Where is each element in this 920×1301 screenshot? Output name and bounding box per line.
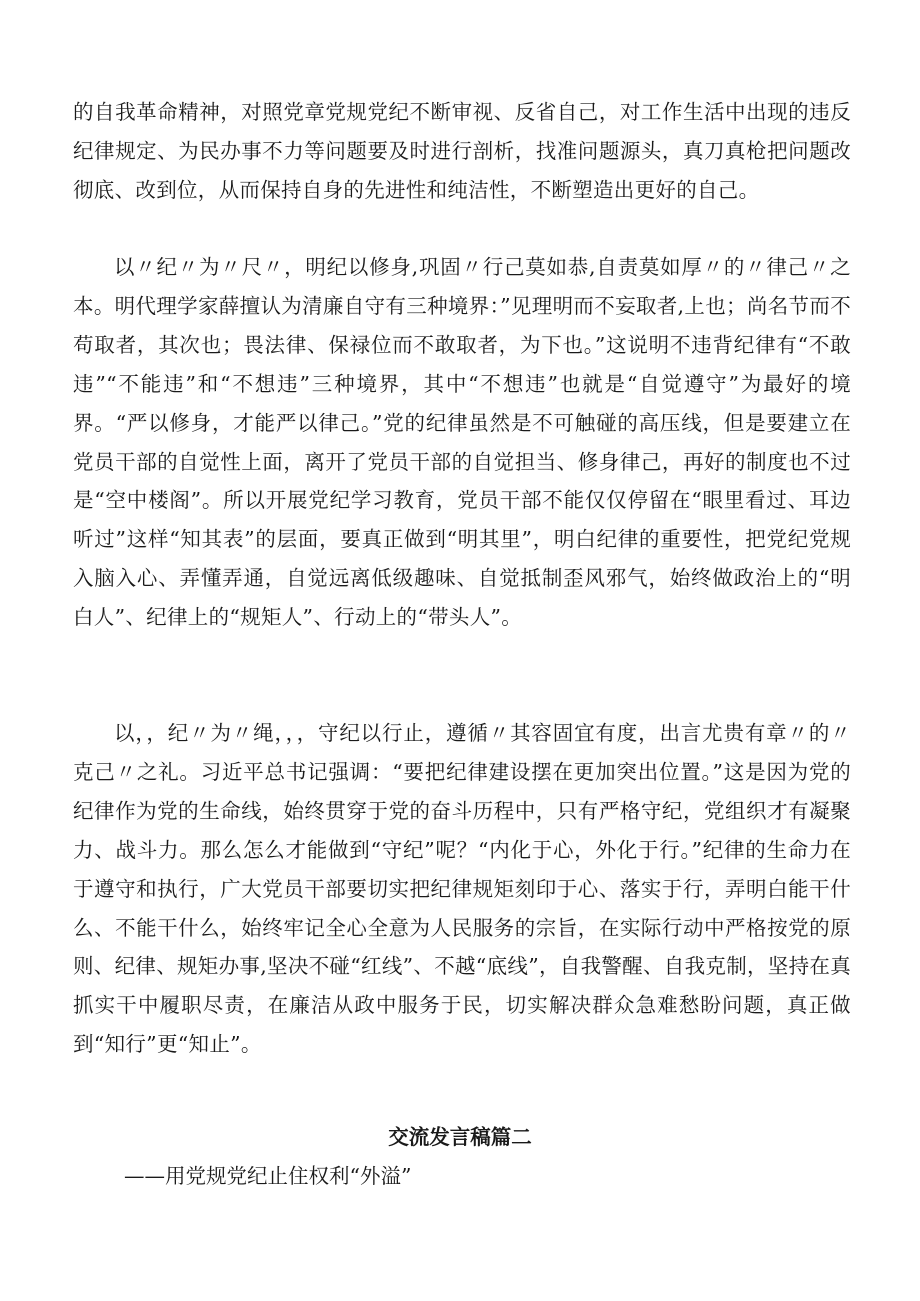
paragraph-discipline-as-rope: 以，，纪〃为〃绳，，，守纪以行止，遵循〃其容固宜有度，出言尤贵有章〃的〃克己〃之礼。习近平总书记强调：“要把纪律建设摆在更加突出位置。”这是因为党的纪律作为党的生命线，始终贯穿于党的奋斗历程中，只有严格守纪，党组织才有凝聚力、战斗力。那么怎么才能做到“守纪”呢？“内化于心，外化于行。”纪律的生命力在于遵守和执行，广大党员干部要切实把纪律规矩刻印于心、落实于行，弄明白能干什么、不能干什么，始终牢记全心全意为人民服务的宗旨，在实际行动中严格按党的原则、纪律、规矩办事,坚决不碰“红线”、不越“底线”，自我警醒、自我克制，坚持在真抓实干中履职尽责，在廉洁从政中服务于民，切实解决群众急难愁盼问题，真正做到“知行”更“知止”。 [73, 721, 851, 1057]
section-heading: 交流发言稿篇二 [388, 1125, 532, 1149]
section-subheading: ——用党规党纪止住权利“外溢” [124, 1164, 412, 1188]
paragraph-discipline-as-ruler: 以〃纪〃为〃尺〃，明纪以修身,巩固〃行己莫如恭,自责莫如厚〃的〃律己〃之本。明代理学家薛擅认为清廉自守有三种境界：”见理明而不妄取者,上也；尚名节而不苟取者，其次也；畏法律、保禄位而不敢取者，为下也。”这说明不违背纪律有“不敢违”“不能违”和“不想违”三种境界，其中“不想违”也就是“自觉遵守”为最好的境界。“严以修身，才能严以律己。”党的纪律虽然是不可触碰的高压线，但是要建立在党员干部的自觉性上面，离开了党员干部的自觉担当、修身律己，再好的制度也不过是“空中楼阁”。所以开展党纪学习教育，党员干部不能仅仅停留在“眼里看过、耳边听过”这样“知其表”的层面，要真正做到“明其里”，明白纪律的重要性，把党纪党规入脑入心、弄懂弄通，自觉远离低级趣味、自觉抵制歪风邪气，始终做政治上的“明白人”、纪律上的“规矩人”、行动上的“带头人”。 [73, 255, 851, 630]
paragraph-continuation: 的自我革命精神，对照党章党规党纪不断审视、反省自己，对工作生活中出现的违反纪律规定、为民办事不力等问题要及时进行剖析，找准问题源头，真刀真枪把问题改彻底、改到位，从而保持自身的先进性和纯洁性，不断塑造出更好的自己。 [73, 100, 851, 202]
